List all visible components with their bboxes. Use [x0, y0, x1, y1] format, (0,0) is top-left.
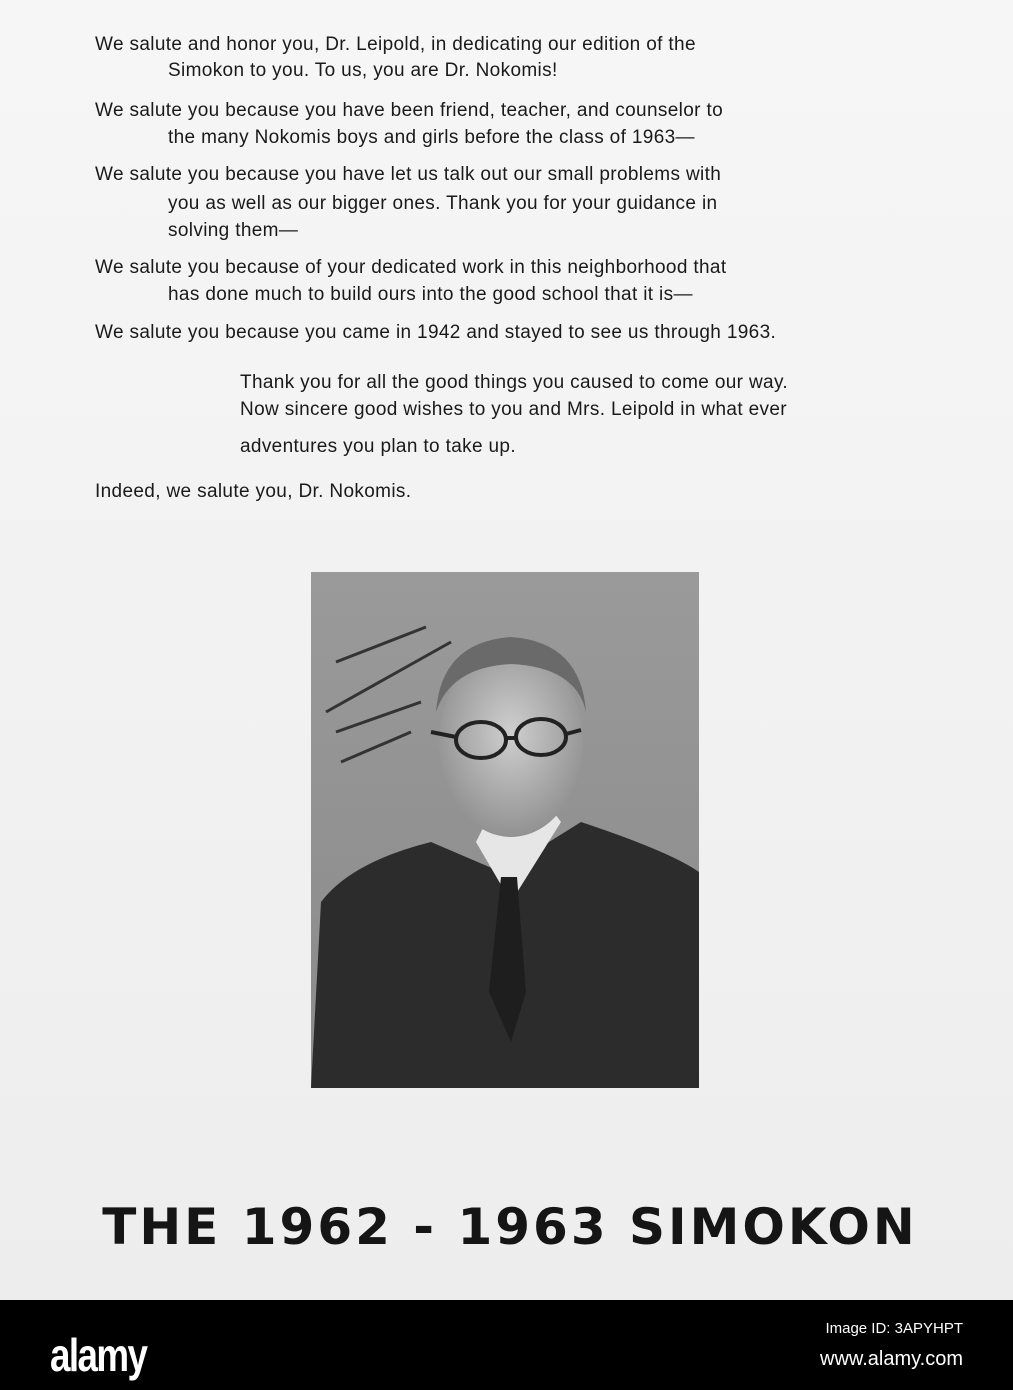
image-id: Image ID: 3APYHPT [825, 1320, 963, 1337]
site-link[interactable]: www.alamy.com [820, 1348, 963, 1370]
dedication-line: We salute you because you have let us talk out our small problems with [95, 164, 722, 185]
dedication-line: adventures you plan to take up. [240, 436, 516, 457]
dedication-line: the many Nokomis boys and girls before the class of 1963— [168, 127, 695, 148]
alamy-logo: alamy [50, 1329, 147, 1381]
dedication-line: solving them— [168, 220, 299, 241]
dedication-line: We salute and honor you, Dr. Leipold, in dedicating our edition of the [95, 34, 696, 55]
dedication-line: has done much to build ours into the good school that it is— [168, 284, 693, 305]
portrait-photo [311, 572, 699, 1088]
dedication-line: Simokon to you. To us, you are Dr. Nokomis! [168, 60, 558, 81]
dedication-line: you as well as our bigger ones. Thank you for your guidance in [168, 193, 718, 214]
dedication-line: Now sincere good wishes to you and Mrs. Leipold in what ever [240, 399, 787, 420]
yearbook-title: THE 1962 - 1963 SIMOKON [102, 1198, 918, 1256]
dedication-line: We salute you because of your dedicated work in this neighborhood that [95, 257, 727, 278]
dedication-line: We salute you because you have been friend, teacher, and counselor to [95, 100, 723, 121]
dedication-closing: Indeed, we salute you, Dr. Nokomis. [95, 481, 412, 502]
dedication-line: Thank you for all the good things you caused to come our way. [240, 372, 789, 393]
dedication-line: We salute you because you came in 1942 and stayed to see us through 1963. [95, 322, 777, 343]
watermark-bar [0, 1300, 1013, 1390]
